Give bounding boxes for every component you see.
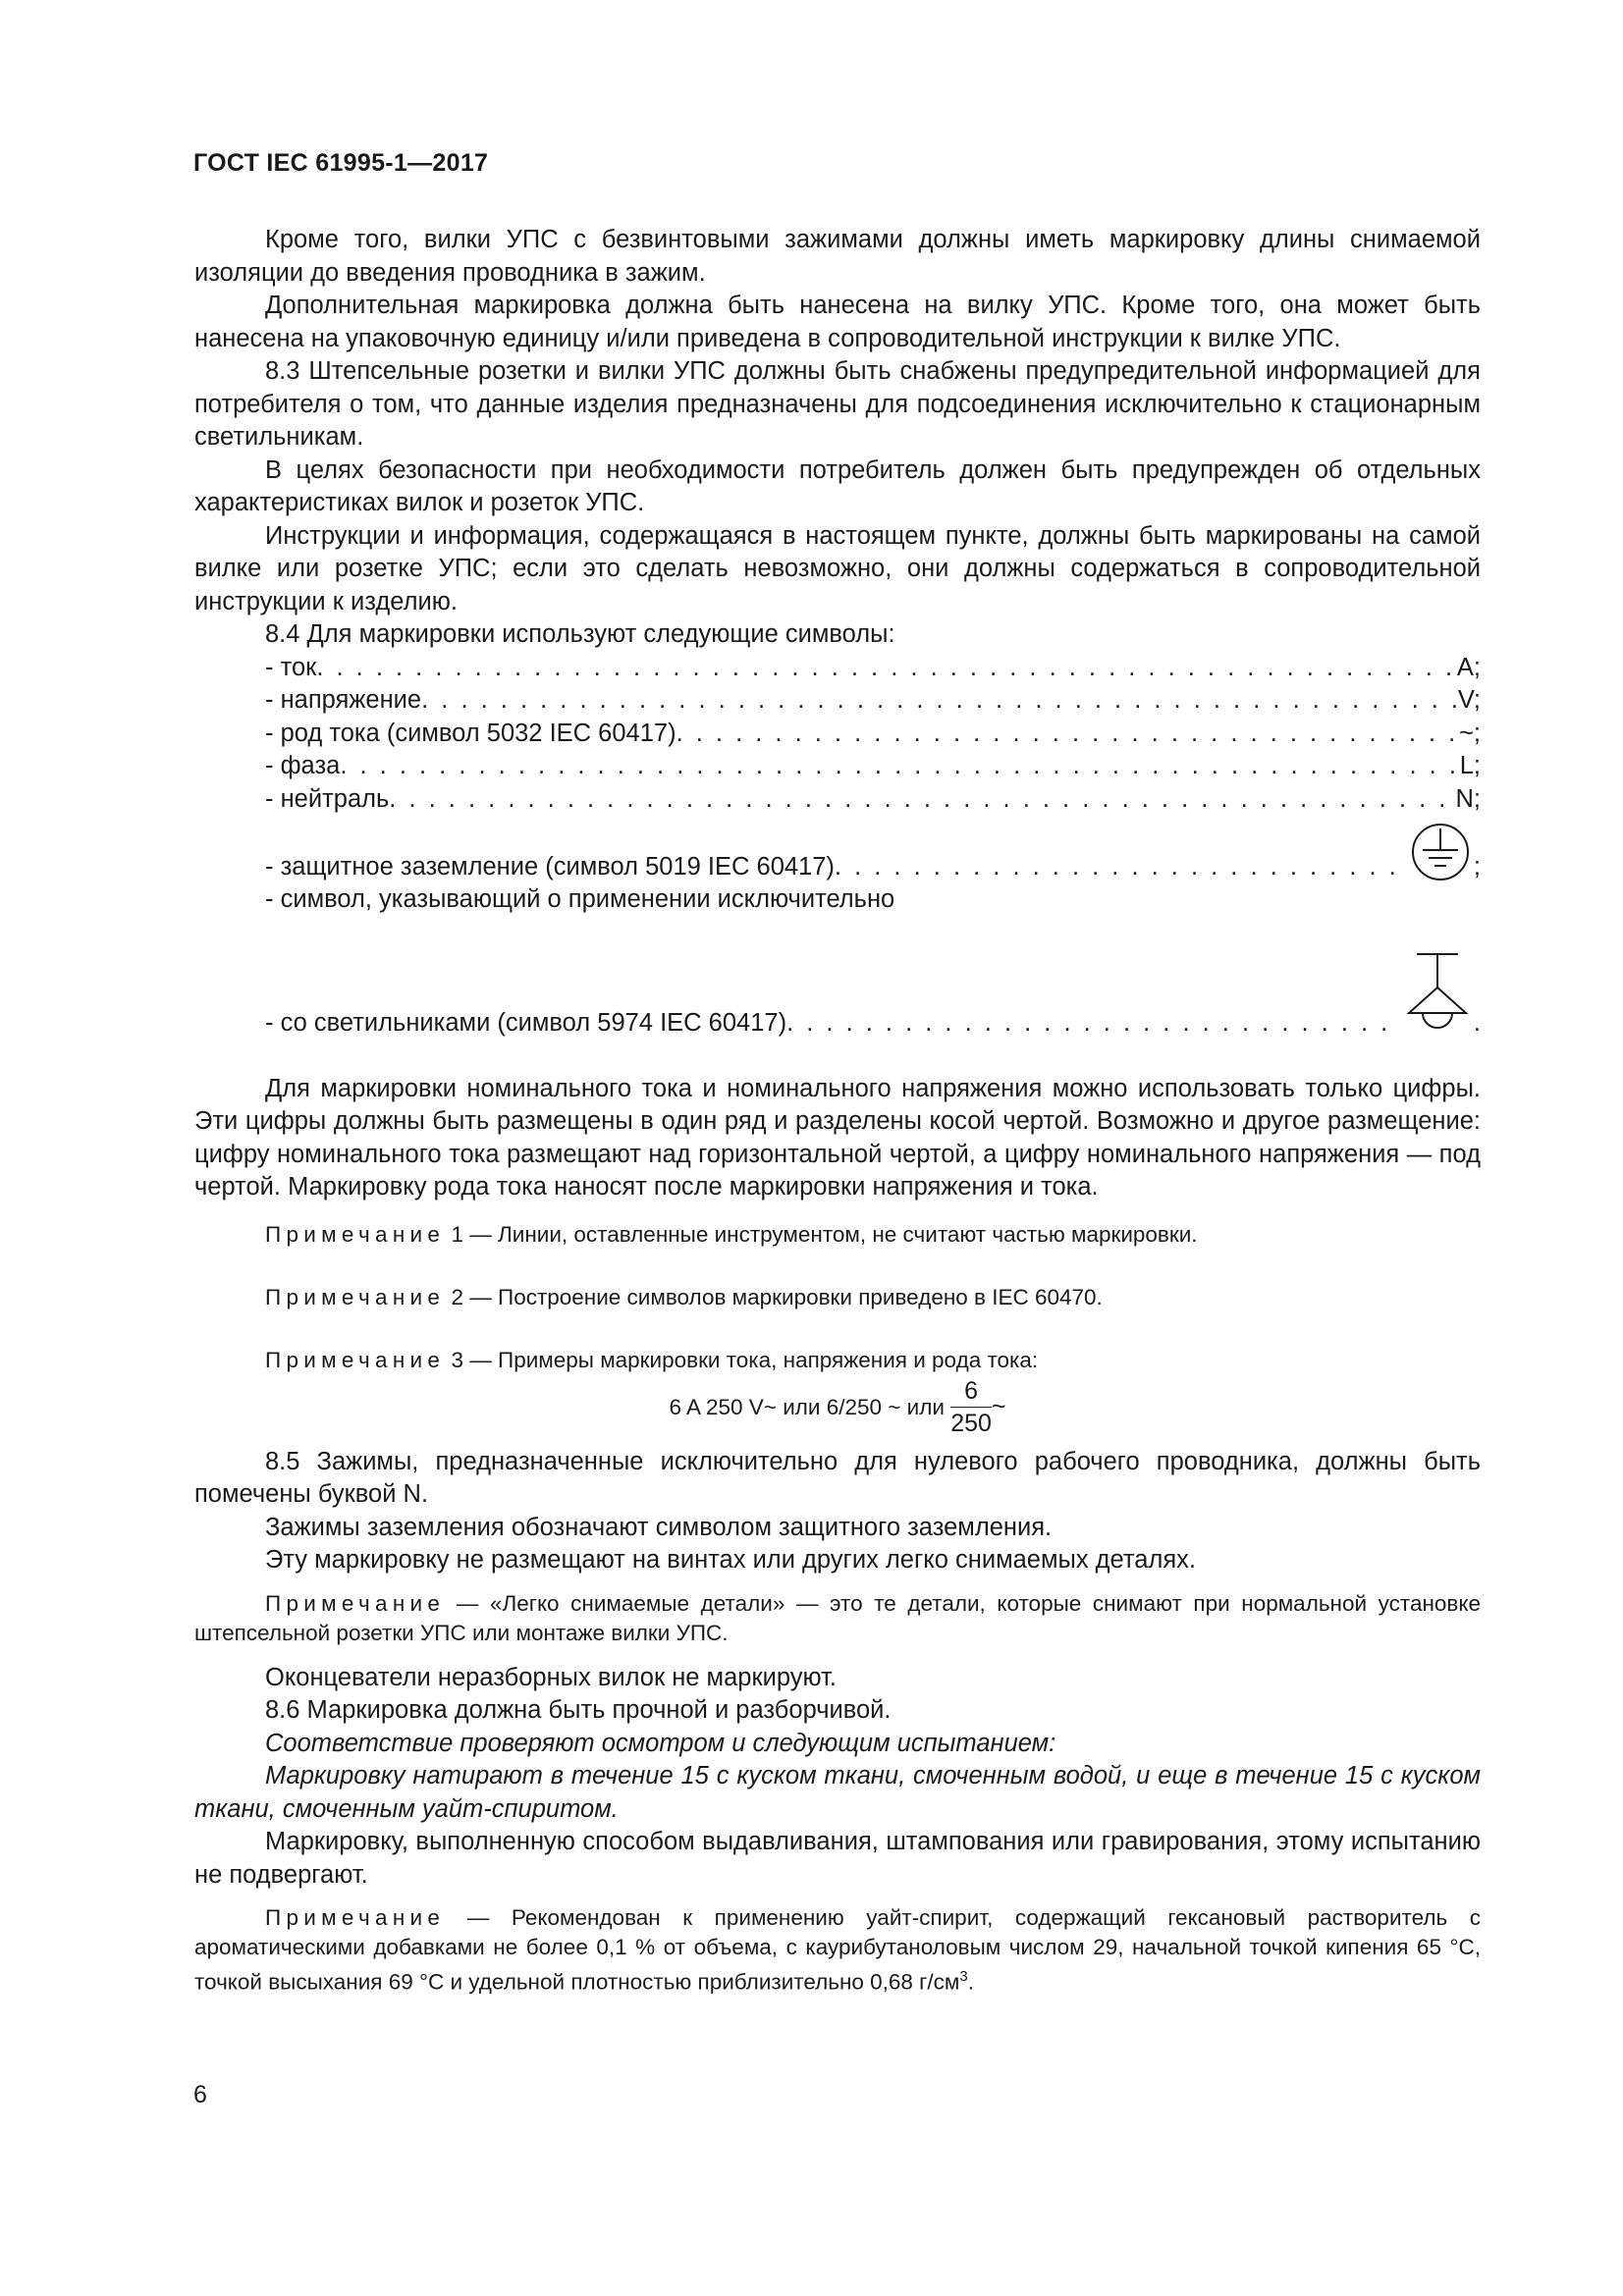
note-removable-parts: Примечание — «Легко снимаемые детали» — это те детали, которые снимают при нормальной установке штепсельной розетки УПС или монтаже вилки УПС. <box>194 1590 1481 1645</box>
note-white-spirit: Примечание — Рекомендован к применению уайт-спирит, содержащий гексановый растворитель с ароматическими добавками не более 0,1 % от объема, с каурибутаноловым числом 29, начальной точкой кипения 65 °С, точкой высыхания 69 °С и удельной плотностью приблизительно 0,68 $г/см^3$. <box>194 1905 1481 1995</box>
paragraph-8-4: 8.4 Для маркировки используют следующие символы: <box>265 620 895 648</box>
marking-formula: 6 A 250 V~ или 6/250 ~ или $\frac{6}{250}$ ~ <box>669 1376 1006 1437</box>
paragraph: В целях безопасности при необходимости потребитель должен быть предупрежден об отдельных характеристиках вилок и розеток УПС. <box>194 455 1481 516</box>
paragraph-test-method: Маркировку натирают в течение 15 с куском ткани, смоченным водой, и еще в течение 15 с куском ткани, смоченным уайт-спиритом. <box>194 1762 1481 1823</box>
note-2: Примечание 2 — Построение символов маркировки приведено в IEC 60470. <box>265 1284 1103 1309</box>
paragraph-test: Соответствие проверяют осмотром и следующим испытанием: <box>265 1729 1056 1757</box>
paragraph-8-5: 8.5 Зажимы, предназначенные исключительно для нулевого рабочего проводника, должны быть помечены буквой N. <box>194 1447 1481 1508</box>
note-3: Примечание 3 — Примеры маркировки тока, напряжения и рода тока: <box>265 1347 1039 1372</box>
symbol-row-luminaire: - со светильниками (символ 5974 IEC 60417) . . . . <box>194 950 1481 1041</box>
symbol-row-phase: - фаза . . . L; <box>194 750 1481 783</box>
paragraph-8-3: 8.3 Штепсельные розетки и вилки УПС должны быть снабжены предупредительной информацией для потребителя о том, что данные изделия предназначены для подсоединения исключительно к стационарным светильникам. <box>194 357 1481 451</box>
paragraph: Зажимы заземления обозначают символом защитного заземления. <box>265 1513 1053 1541</box>
paragraph-8-6: 8.6 Маркировка должна быть прочной и разборчивой. <box>265 1696 892 1724</box>
fraction: $\frac{6}{250}$ <box>950 1376 992 1437</box>
page-number: 6 <box>193 2081 207 2109</box>
luminaire-icon <box>1403 950 1472 1041</box>
standard-header: ГОСТ IEC 61995-1—2017 <box>193 149 489 177</box>
symbol-row-current: - ток . . . A; <box>194 652 1481 685</box>
note-1: Примечание 1 — Линии, оставленные инструментом, не считают частью маркировки. <box>265 1221 1198 1247</box>
paragraph: Оконцеватели неразборных вилок не маркируют. <box>265 1663 837 1691</box>
symbol-row-neutral: - нейтраль . . . N; <box>194 783 1481 817</box>
protective-earth-icon <box>1409 821 1472 883</box>
symbol-row-current-type: - род тока (символ 5032 IEC 60417) . . . ~; <box>194 718 1481 751</box>
paragraph: Инструкции и информация, содержащаяся в настоящем пункте, должны быть маркированы на самой вилке или розетке УПС; если это сделать невозможно, они должны содержаться в сопроводительной инструкции к изделию. <box>194 521 1481 615</box>
symbol-row-luminaire-text: - символ, указывающий о применении исключительно <box>265 885 895 913</box>
paragraph-rated-values: Для маркировки номинального тока и номинального напряжения можно использовать только цифры. Эти цифры должны быть размещены в один ряд и разделены косой чертой. Возможно и другое размещение: цифру номинального тока размещают над горизонтальной чертой, а цифру номинального напряжения — под чертой. Маркировку рода тока наносят после маркировки напряжения и тока. <box>194 1074 1481 1201</box>
paragraph: Маркировку, выполненную способом выдавливания, штампования или гравирования, этому испытанию не подвергают. <box>194 1828 1481 1889</box>
paragraph: Кроме того, вилки УПС с безвинтовыми зажимами должны иметь маркировку длины снимаемой изоляции до введения проводника в зажим. <box>194 226 1481 287</box>
symbol-row-protective-earth: - защитное заземление (символ 5019 IEC 60417) . . . ; <box>194 821 1481 883</box>
paragraph: Дополнительная маркировка должна быть нанесена на вилку УПС. Кроме того, она может быть нанесена на упаковочную единицу и/или приведена в сопроводительной инструкции к вилке УПС. <box>194 292 1481 352</box>
symbol-row-voltage: - напряжение . . . V; <box>194 684 1481 718</box>
document-body <box>194 224 1481 1998</box>
paragraph: Эту маркировку не размещают на винтах или других легко снимаемых деталях. <box>265 1546 1196 1574</box>
